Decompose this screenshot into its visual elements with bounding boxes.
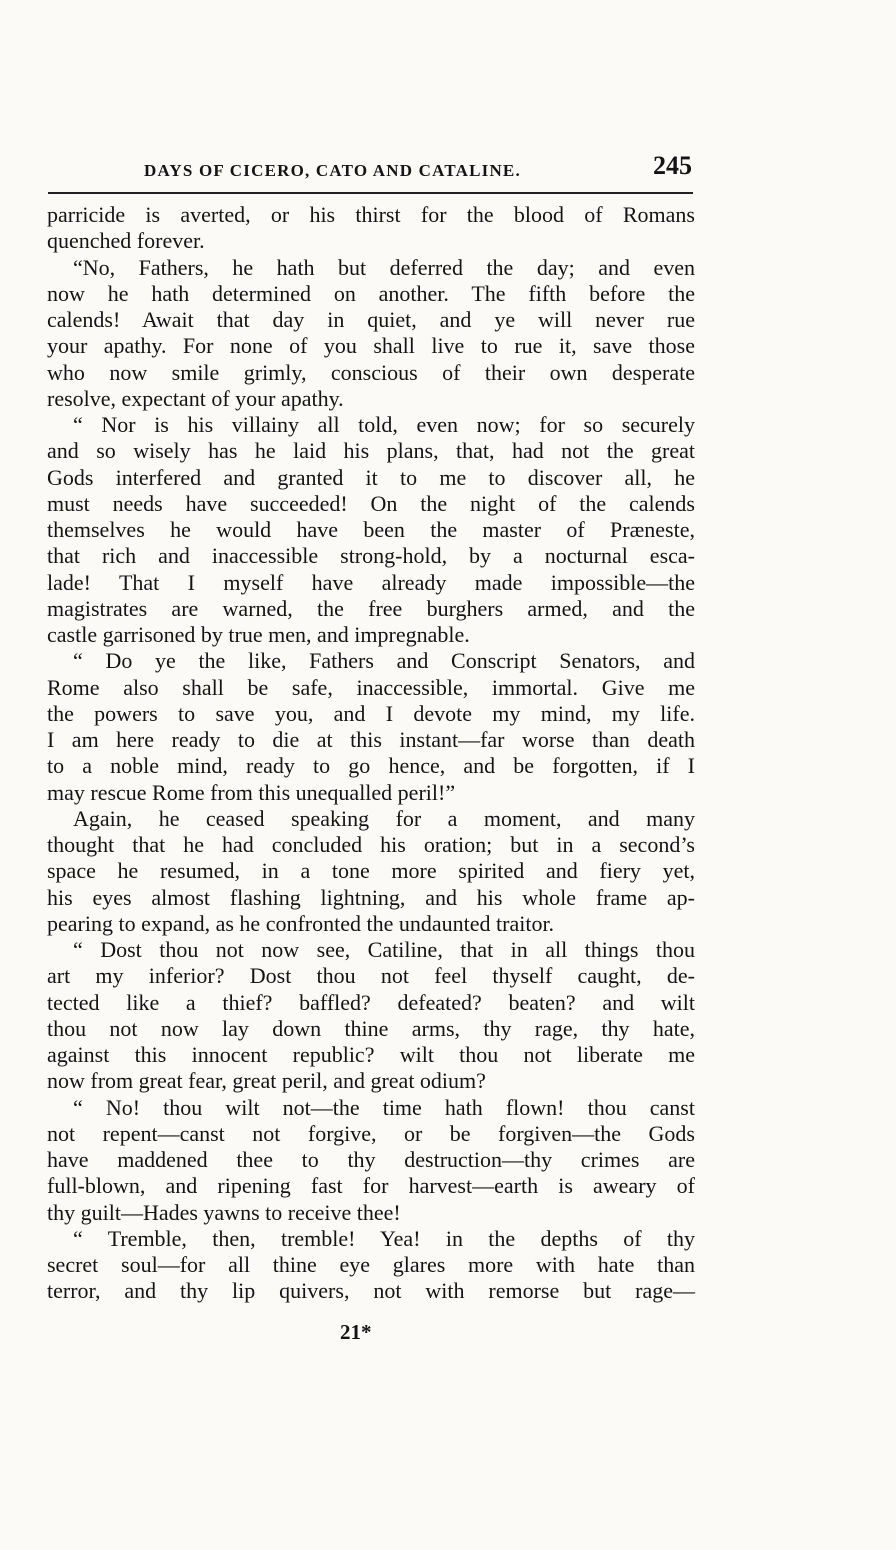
text-line: now he hath determined on another. The fifth before the [47, 280, 695, 306]
text-line: “ No! thou wilt not—the time hath flown! thou canst [73, 1094, 695, 1120]
text-line: “ Tremble, then, tremble! Yea! in the depths of thy [73, 1225, 695, 1251]
text-line: I am here ready to die at this instant—far worse than death [47, 727, 695, 752]
running-head: DAYS OF CICERO, CATO AND CATALINE. [144, 161, 521, 180]
text-line: space he resumed, in a tone more spirited and fiery yet, [47, 858, 695, 884]
text-line: quenched forever. [47, 228, 205, 254]
text-line: Gods interfered and granted it to me to discover all, he [47, 464, 695, 490]
text-line: “ Do ye the like, Fathers and Conscript Senators, and [73, 648, 695, 674]
text-line: to a noble mind, ready to go hence, and be forgotten, if I [47, 753, 695, 779]
text-line: calends! Await that day in quiet, and ye will never rue [47, 307, 695, 332]
header-rule [48, 192, 693, 194]
signature-mark: 21* [340, 1320, 372, 1344]
text-line: thought that he had concluded his oration; but in a second’s [47, 832, 695, 857]
text-line: tected like a thief? baffled? defeated? beaten? and wilt [47, 989, 695, 1015]
text-line: secret soul—for all thine eye glares more with hate than [47, 1252, 695, 1277]
text-line: and so wisely has he laid his plans, that, had not the great [47, 438, 695, 464]
text-line: castle garrisoned by true men, and impregnable. [47, 622, 470, 647]
text-line: Again, he ceased speaking for a moment, and many [73, 805, 695, 831]
text-line: against this innocent republic? wilt thou not liberate me [47, 1042, 695, 1067]
text-line: magistrates are warned, the free burghers armed, and the [47, 595, 695, 621]
text-line: “No, Fathers, he hath but deferred the day; and even [73, 254, 695, 280]
text-line: “ Nor is his villainy all told, even now; for so securely [73, 412, 695, 437]
text-line: resolve, expectant of your apathy. [47, 385, 344, 411]
text-line: themselves he would have been the master of Præneste, [47, 517, 695, 542]
text-line: pearing to expand, as he confronted the undaunted traitor. [47, 910, 555, 936]
text-line: have maddened thee to thy destruction—thy crimes are [47, 1147, 695, 1172]
text-line: art my inferior? Dost thou not feel thyself caught, de- [47, 963, 695, 989]
text-line: terror, and thy lip quivers, not with remorse but rage— [47, 1278, 695, 1304]
text-line: full-blown, and ripening fast for harvest—earth is aweary of [47, 1173, 695, 1199]
text-line: the powers to save you, and I devote my mind, my life. [47, 700, 695, 726]
text-line: Rome also shall be safe, inaccessible, immortal. Give me [47, 674, 695, 700]
text-line: that rich and inaccessible strong-hold, by a nocturnal esca- [47, 543, 695, 569]
body-text [47, 202, 695, 1305]
text-line: may rescue Rome from this unequalled peril!” [47, 779, 456, 805]
text-line: his eyes almost flashing lightning, and his whole frame ap- [47, 884, 695, 910]
text-line: must needs have succeeded! On the night of the calends [47, 490, 695, 516]
text-line: thou not now lay down thine arms, thy rage, thy hate, [47, 1015, 695, 1041]
text-line: your apathy. For none of you shall live to rue it, save those [47, 333, 695, 359]
text-line: parricide is averted, or his thirst for the blood of Romans [47, 202, 695, 227]
text-line: “ Dost thou not now see, Catiline, that in all things thou [73, 937, 695, 962]
page-header [48, 150, 694, 186]
text-line: not repent—canst not forgive, or be forgiven—the Gods [47, 1120, 695, 1146]
text-line: who now smile grimly, conscious of their own desperate [47, 359, 695, 385]
text-line: now from great fear, great peril, and great odium? [47, 1068, 486, 1094]
text-line: lade! That I myself have already made impossible—the [47, 569, 695, 595]
page-number: 245 [653, 151, 692, 180]
text-line: thy guilt—Hades yawns to receive thee! [47, 1199, 401, 1225]
